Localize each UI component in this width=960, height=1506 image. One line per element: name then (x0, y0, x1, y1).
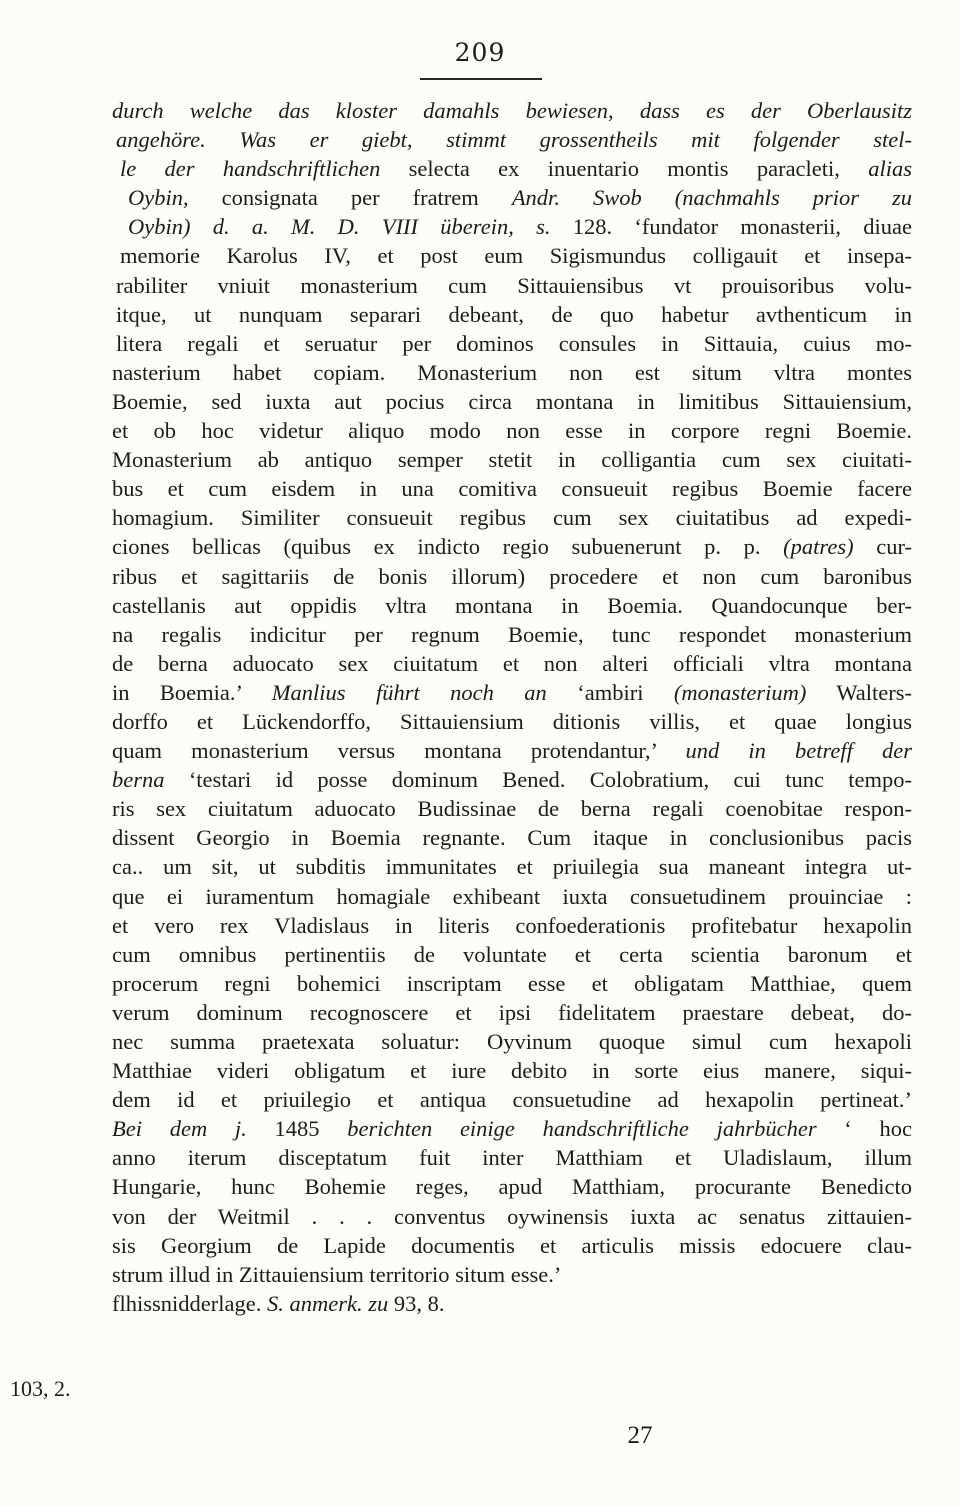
text-line (112, 96, 912, 125)
text-segment: dissent Georgio in Boemia regnante. Cum itaque in conclusionibus pacis (112, 825, 912, 851)
text-line (112, 911, 912, 940)
text-line (112, 998, 912, 1027)
text-segment: rabiliter vniuit monasterium cum Sittauiensibus vt prouisoribus volu- (116, 272, 912, 298)
text-segment: quam monasterium versus montana protendantur,’ (112, 738, 686, 764)
text-segment: et vero rex Vladislaus in literis confoederationis profitebatur hexapolin (112, 912, 912, 938)
text-line (112, 1260, 912, 1289)
text-line (112, 1231, 912, 1260)
text-segment: (patres) (783, 534, 854, 560)
text-line (112, 1056, 912, 1085)
text-line (120, 241, 912, 270)
text-segment: ca.. um sit, ut subditis immunitates et priuilegia sua maneant integra ut- (112, 854, 912, 880)
text-segment: alias (868, 156, 912, 182)
text-line (112, 940, 912, 969)
text-segment: S. anmerk. zu (266, 1290, 389, 1316)
text-line (112, 416, 912, 445)
text-segment: Boemie, sed iuxta aut pocius circa montana in limitibus Sittauiensium, (112, 388, 912, 414)
text-segment: berna (112, 767, 165, 793)
text-segment: na regalis indicitur per regnum Boemie, tunc respondet monasterium (112, 621, 912, 647)
text-segment: selecta ex inuentario montis paracleti, (408, 156, 869, 182)
text-segment: le der handschriftlichen (120, 156, 409, 182)
text-segment: memorie Karolus IV, et post eum Sigismundus colligauit et insepa- (120, 243, 912, 269)
text-line (112, 1172, 912, 1201)
text-line (116, 329, 912, 358)
text-line (112, 474, 912, 503)
text-segment: dorffo et Lückendorffo, Sittauiensium ditionis villis, et quae longius (112, 708, 912, 734)
text-line (112, 358, 912, 387)
text-segment: Hungarie, hunc Bohemie reges, apud Matthiam, procurante Benedicto (112, 1174, 912, 1200)
text-line (112, 1289, 912, 1318)
text-segment: litera regali et seruatur per dominos consules in Sittauia, cuius mo- (116, 330, 912, 356)
text-segment: anno iterum disceptatum fuit inter Matthiam et Uladislaum, illum (112, 1145, 912, 1171)
text-line (112, 620, 912, 649)
text-segment: itque, ut nunquam separari debeant, de quo habetur avthenticum in (116, 301, 912, 327)
text-segment: Oybin) d. a. M. D. VIII überein, s. (128, 214, 551, 240)
text-line (112, 794, 912, 823)
text-line (112, 1027, 912, 1056)
text-line (112, 445, 912, 474)
text-segment: Matthiae videri obligatum et iure debito in sorte eius manere, siqui- (112, 1058, 912, 1084)
text-line (112, 562, 912, 591)
text-segment: verum dominum recognoscere et ipsi fidelitatem praestare debeat, do- (112, 999, 912, 1025)
text-line (116, 125, 912, 154)
text-line (112, 503, 912, 532)
text-segment: durch welche das kloster damahls bewiesen, dass es der Oberlausitz (112, 98, 912, 123)
text-segment: nec summa praetexata soluatur: Oyvinum quoque simul cum hexapoli (112, 1029, 912, 1054)
text-segment: Bei dem j. (112, 1116, 247, 1142)
text-segment: ribus et sagittariis de bonis illorum) procedere et non cum baronibus (112, 563, 912, 589)
margin-note: 103, 2. (10, 1376, 71, 1401)
text-segment: bus et cum eisdem in una comitiva consueuit regibus Boemie facere (112, 476, 912, 502)
text-segment: berichten einige handschriftliche jahrbücher (347, 1116, 817, 1142)
text-line (128, 212, 912, 241)
text-segment: homagium. Similiter consueuit regibus cum sex ciuitatibus ad expedi- (112, 505, 912, 531)
text-line (112, 1114, 912, 1143)
text-line (112, 1085, 912, 1114)
text-line (112, 678, 912, 707)
text-line (116, 300, 912, 329)
text-segment: angehöre. (116, 127, 240, 153)
text-line (112, 591, 912, 620)
text-segment: 1485 (246, 1116, 348, 1142)
text-segment: et ob hoc videtur aliquo modo non esse in corpore regni Boemie. (112, 418, 912, 444)
text-line (116, 271, 912, 300)
text-segment: nasterium habet copiam. Monasterium non est situm vltra montes (112, 359, 912, 385)
text-segment: dem id et priuilegio et antiqua consuetudine ad hexapolin pertineat.’ (112, 1087, 912, 1113)
text-line (128, 183, 912, 212)
text-segment: sis Georgium de Lapide documentis et articulis missis edocuere clau- (112, 1232, 912, 1258)
text-segment: cum omnibus pertinentiis de voluntate et certa scientia baronum et (112, 941, 912, 967)
text-segment: Was er giebt, stimmt grossentheils mit folgender stel- (239, 127, 912, 153)
text-segment: Walters- (806, 679, 913, 705)
text-segment: que ei iuramentum homagiale exhibeant iuxta consuetudinem prouinciae : (112, 883, 912, 909)
text-segment: flhissnidderlage. (112, 1290, 267, 1316)
text-line (112, 649, 912, 678)
text-line (112, 969, 912, 998)
body-text (112, 96, 912, 1318)
text-line (112, 765, 912, 794)
text-line (112, 823, 912, 852)
text-line (112, 387, 912, 416)
text-segment: 128. ‘fundator monasterii, diuae (550, 214, 912, 240)
text-segment: 93, 8. (388, 1290, 445, 1316)
text-segment: castellanis aut oppidis vltra montana in Boemia. Quandocunque ber- (112, 592, 912, 618)
text-segment: strum illud in Zittauiensium territorio situm esse.’ (112, 1261, 562, 1287)
text-line (112, 707, 912, 736)
text-segment: und in betreff der (685, 738, 912, 764)
text-segment: ‘ambiri (546, 679, 674, 705)
header-rule (420, 78, 542, 80)
text-line (112, 1143, 912, 1172)
text-segment: de berna aduocato sex ciuitatum et non alteri officiali vltra montana (112, 650, 912, 676)
text-segment: Andr. Swob (nachmahls prior zu (511, 185, 912, 211)
text-line (120, 154, 912, 183)
text-line (112, 532, 912, 561)
text-segment: ciones bellicas (quibus ex indicto regio subuenerunt p. p. (112, 534, 784, 560)
text-segment: Manlius führt noch an (271, 679, 547, 705)
text-line (112, 852, 912, 881)
text-segment: consignata per fratrem (221, 185, 512, 211)
text-segment: in Boemia.’ (112, 679, 272, 705)
text-segment: ris sex ciuitatum aduocato Budissinae de berna regali coenobitae respon- (112, 796, 912, 822)
text-segment: ‘ hoc (816, 1116, 913, 1142)
page-number: 209 (454, 38, 506, 67)
text-segment: von der Weitmil . . . conventus oywinensis iuxta ac senatus zittauien- (112, 1203, 912, 1229)
text-segment: procerum regni bohemici inscriptam esse et obligatam Matthiae, quem (112, 970, 912, 996)
signature-mark: 27 (627, 1422, 653, 1449)
text-segment: ‘testari id posse dominum Bened. Colobratium, cui tunc tempo- (164, 767, 912, 793)
text-segment: cur- (853, 534, 912, 560)
text-segment: (monasterium) (673, 679, 807, 705)
text-line (112, 1202, 912, 1231)
text-segment: Oybin, (128, 185, 222, 211)
text-line (112, 736, 912, 765)
text-segment: Monasterium ab antiquo semper stetit in colligantia cum sex ciuitati- (112, 447, 912, 473)
text-line (112, 882, 912, 911)
